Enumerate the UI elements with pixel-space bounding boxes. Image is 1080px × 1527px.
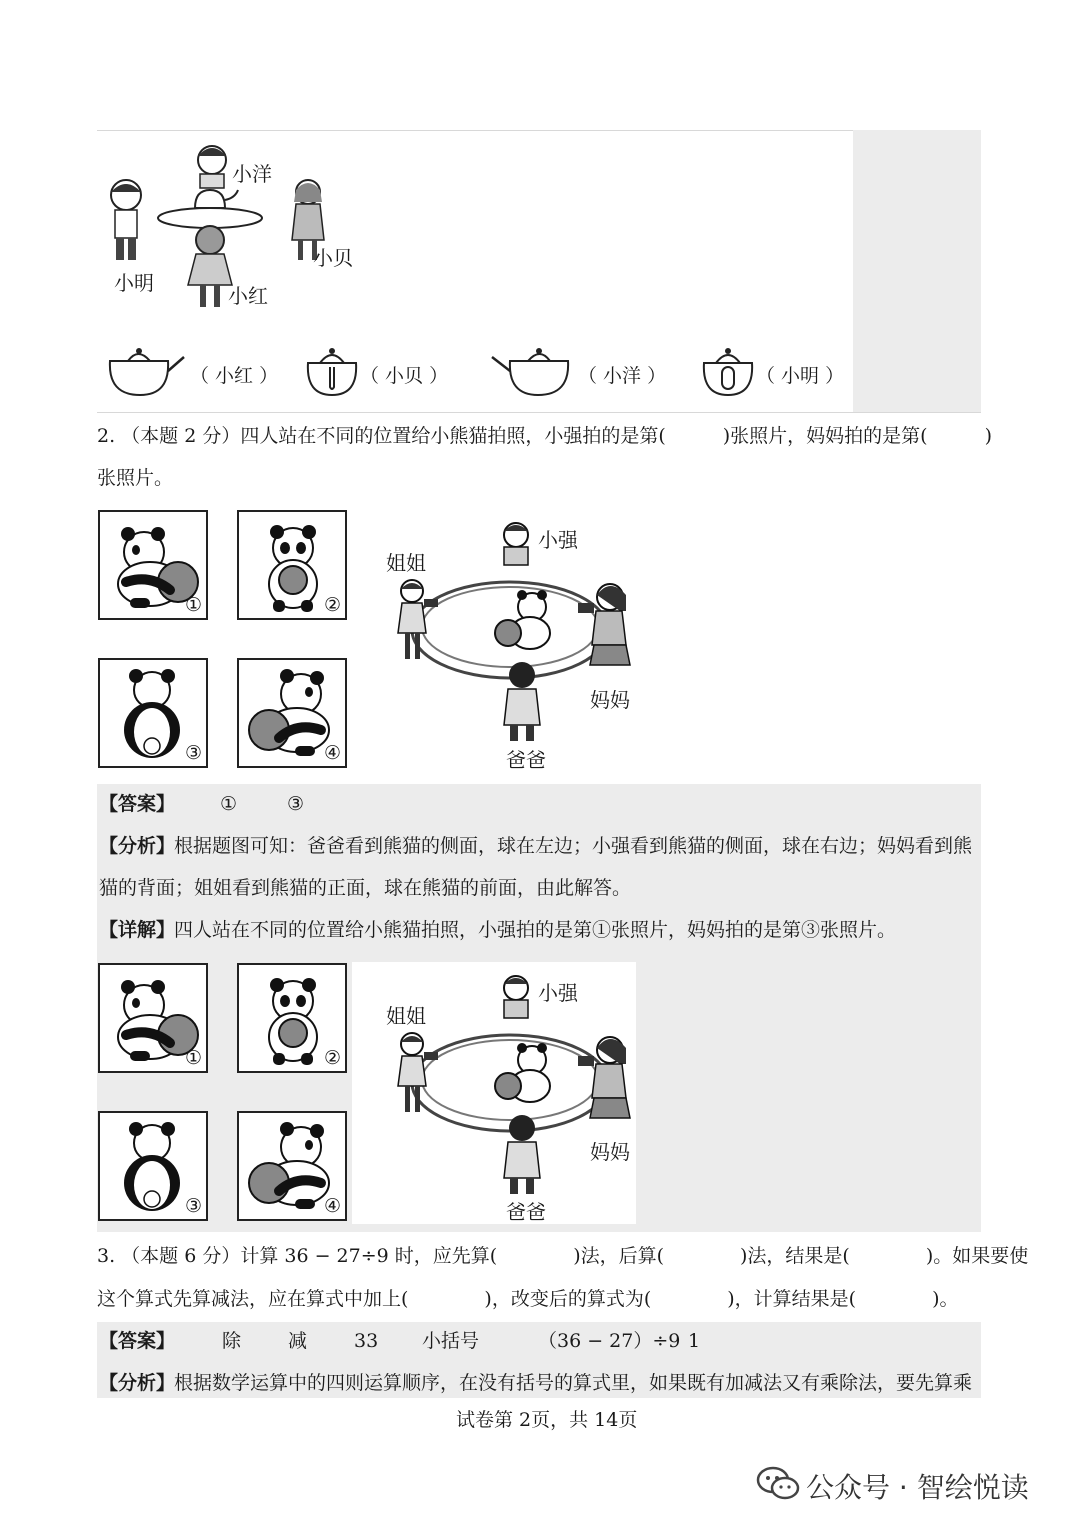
q1-answer-2: （ 小贝 ） [360,365,449,387]
q2-detail-text: 四人站在不同的位置给小熊猫拍照，小强拍的是第①张照片，妈妈拍的是第③张照片。 [174,919,897,941]
q3-analysis-line1: 根据数学运算中的四则运算顺序，在没有括号的算式里，如果既有加减法又有乘除法，要先算乘 [174,1372,973,1394]
panda-photo-2-repeat [237,963,347,1073]
q2-analysis-line2: 猫的背面；姐姐看到熊猫的正面，球在熊猫的前面，由此解答。 [99,877,632,899]
photo-number-4-repeat: ④ [323,1195,341,1217]
q3-question-line2: 这个算式先算减法，应在算式中加上( )，改变后的算式为( )，计算结果是( )。 [97,1288,959,1310]
q2-answer-label: 【答案】 [99,793,176,815]
panda-photo-1-repeat [98,963,208,1073]
page-footer: 试卷第 2页，共 14页 [456,1409,638,1431]
q2-question-line1: 2. （本题 2 分）四人站在不同的位置给小熊猫拍照，小强拍的是第( )张照片，妈妈拍的是第( ) [97,425,992,447]
q2-answer-value-2: ③ [287,793,305,815]
q1-answer-4: （ 小明 ） [756,365,845,387]
q1-answer-3: （ 小洋 ） [578,365,667,387]
q3-answer-value-1: 除 [222,1330,242,1352]
q3-answer-value-3: 33 [354,1330,379,1352]
panda-photo-2 [237,510,347,620]
q2-analysis-label: 【分析】 [99,835,176,857]
photo-number-2: ② [323,594,341,616]
q2-label-xiaoqiang: 小强 [538,528,578,552]
q2-label-mama: 妈妈 [590,688,630,712]
q2-label-xiaoqiang-repeat: 小强 [538,981,578,1005]
teapot-side-mirrored-icon [484,343,574,399]
q3-answer-value-2: 减 [288,1330,308,1352]
q2-label-jiejie: 姐姐 [386,551,426,575]
watermark-text: 公众号 · 智绘悦读 [806,1471,1029,1504]
q2-answer-value-1: ① [220,793,238,815]
q2-label-mama-repeat: 妈妈 [590,1140,630,1164]
photo-number-3-repeat: ③ [184,1195,202,1217]
photo-number-1-repeat: ① [184,1047,202,1069]
q1-label-xiaobei: 小贝 [313,246,353,270]
panda-photo-3 [98,658,208,768]
q2-analysis-line1: 根据题图可知：爸爸看到熊猫的侧面，球在左边；小强看到熊猫的侧面，球在右边；妈妈看到熊 [174,835,973,857]
panda-photo-4-repeat [237,1111,347,1221]
q2-label-jiejie-repeat: 姐姐 [386,1004,426,1028]
q2-detail-label: 【详解】 [99,919,176,941]
q1-figure-shade-right [853,130,981,412]
q1-label-xiaohong: 小红 [228,284,268,308]
q2-label-baba: 爸爸 [506,748,546,772]
q3-answer-value-6: 1 [688,1330,701,1352]
panda-photo-1 [98,510,208,620]
q3-question-line1: 3. （本题 6 分）计算 36 − 27÷9 时，应先算( )法，后算( )法，结果是( )。如果要使 [97,1245,1029,1267]
photo-number-1: ① [184,594,202,616]
q3-answer-value-4: 小括号 [422,1330,480,1352]
teapot-back-icon [698,343,758,399]
q1-label-xiaoyang: 小洋 [232,162,272,186]
q1-answer-1: （ 小红 ） [190,365,279,387]
panda-photo-3-repeat [98,1111,208,1221]
q3-answer-label: 【答案】 [99,1330,176,1352]
photo-number-3: ③ [184,742,202,764]
panda-photo-4 [237,658,347,768]
q2-question-line2: 张照片。 [97,467,174,489]
q1-top-rule [97,130,853,131]
photo-number-4: ④ [323,742,341,764]
wechat-icon [756,1466,800,1502]
teapot-side-icon [104,343,188,399]
q2-label-baba-repeat: 爸爸 [506,1200,546,1224]
photo-number-2-repeat: ② [323,1047,341,1069]
teapot-front-icon [302,343,362,399]
q1-bottom-rule [97,412,981,413]
q3-answer-value-5: （36 − 27）÷9 [538,1330,681,1352]
q1-label-xiaoming: 小明 [114,271,154,295]
q3-analysis-label: 【分析】 [99,1372,176,1394]
